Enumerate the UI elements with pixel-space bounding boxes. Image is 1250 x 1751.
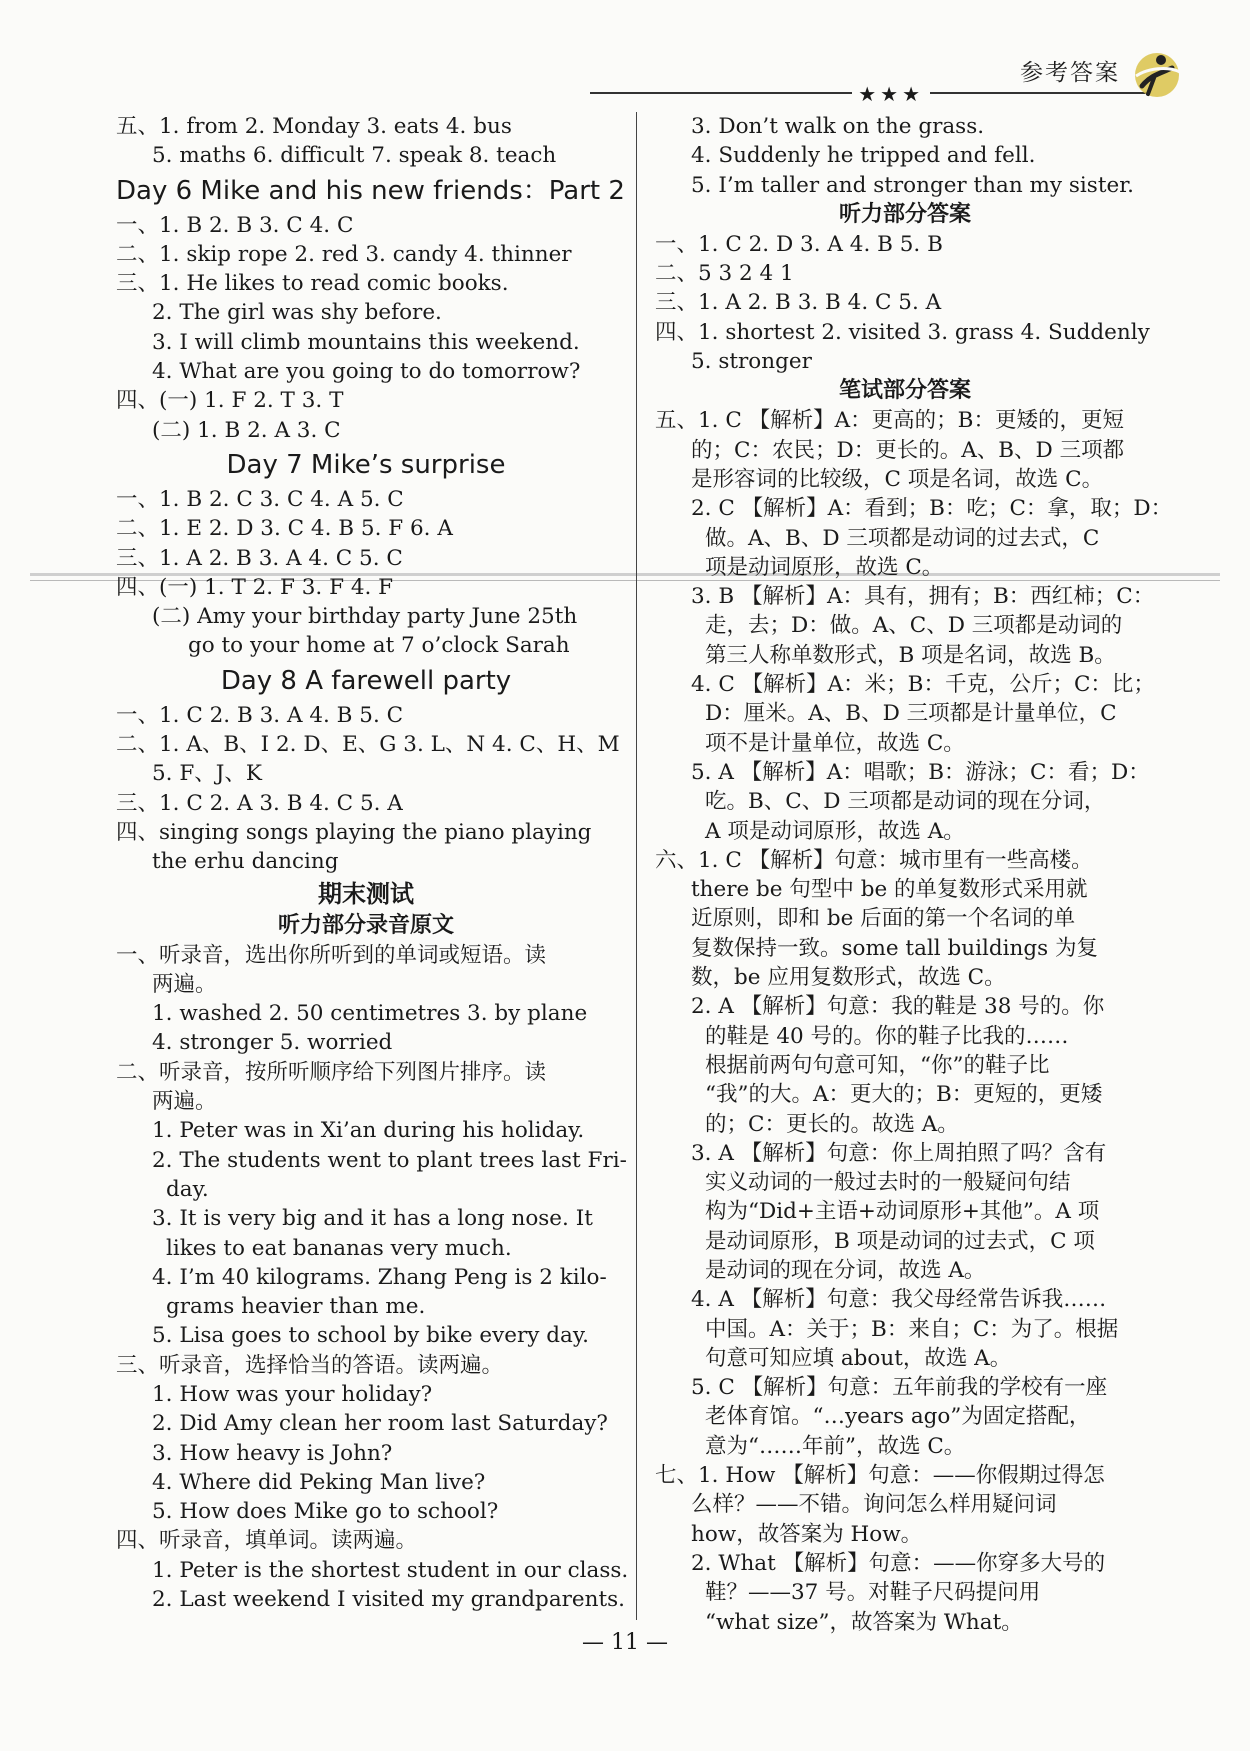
script-line: 3. Don’t walk on the grass.: [691, 114, 985, 139]
day7-title: Day 7 Mike’s surprise: [226, 449, 506, 480]
script-line: 1. How was your holiday?: [152, 1381, 433, 1407]
script-line: 两遍。: [152, 1089, 217, 1115]
answer-line: 四、(一) 1. T 2. F 3. F 4. F: [116, 574, 394, 600]
runner-logo-icon: [1128, 46, 1186, 104]
answer-line: 5. F、J、K: [152, 761, 262, 787]
explanation-line: how，故答案为 How。: [691, 1521, 923, 1547]
explanation-line: 实义动词的一般过去时的一般疑问句结: [705, 1170, 1071, 1196]
page-number: — 11 —: [582, 1630, 668, 1655]
script-line: likes to eat bananas very much.: [166, 1235, 512, 1261]
final-test-title: 期末测试: [318, 879, 414, 908]
explanation-line: 五、1. C 【解析】A：更高的；B：更矮的，更短: [655, 408, 1124, 434]
answer-line: (二) 1. B 2. A 3. C: [152, 417, 341, 443]
explanation-line: 4. A 【解析】句意：我父母经常告诉我……: [691, 1287, 1107, 1313]
answer-line: 5. maths 6. difficult 7. speak 8. teach: [152, 143, 557, 169]
answer-line: 5. stronger: [691, 349, 812, 375]
answer-line: 四、1. shortest 2. visited 3. grass 4. Suddenly: [655, 319, 1150, 345]
answer-line: (二) Amy your birthday party June 25th: [152, 604, 578, 630]
day6-title: Day 6 Mike and his new friends：Part 2: [116, 175, 625, 206]
explanation-line: 做。A、B、D 三项都是动词的过去式，C: [705, 525, 1100, 551]
explanation-line: 3. B 【解析】A：具有，拥有；B：西红柿；C：: [691, 584, 1155, 610]
script-line: 1. Peter was in Xi’an during his holiday.: [152, 1118, 585, 1144]
script-line: 二、听录音，按所听顺序给下列图片排序。读: [116, 1059, 547, 1085]
day8-title: Day 8 A farewell party: [220, 665, 512, 696]
explanation-line: 5. A 【解析】A：唱歌；B：游泳；C：看；D：: [691, 759, 1150, 785]
explanation-line: “what size”，故答案为 What。: [705, 1609, 1023, 1635]
explanation-line: 意为“……年前”，故选 C。: [705, 1433, 966, 1459]
answer-line: 二、1. skip rope 2. red 3. candy 4. thinner: [116, 241, 572, 267]
script-line: 1. washed 2. 50 centimetres 3. by plane: [152, 1001, 588, 1027]
answer-line: 二、5 3 2 4 1: [655, 261, 794, 287]
explanation-line: 的；C：更长的。故选 A。: [705, 1111, 959, 1137]
answer-line: 二、1. E 2. D 3. C 4. B 5. F 6. A: [116, 516, 453, 542]
column-divider: [636, 112, 637, 1620]
explanation-line: 构为“Did+主语+动词原形+其他”。A 项: [705, 1199, 1100, 1225]
right-column: [655, 112, 1173, 1637]
script-line: 1. Peter is the shortest student in our class.: [152, 1557, 629, 1583]
left-column: [116, 112, 629, 1614]
explanation-line: 是形容词的比较级，C 项是名词，故选 C。: [691, 466, 1104, 492]
explanation-line: 么样？——不错。询问怎么样用疑问词: [691, 1492, 1057, 1518]
header-stars: ★★★: [852, 82, 930, 106]
answer-line: 一、1. B 2. B 3. C 4. C: [116, 212, 354, 238]
explanation-line: 2. What 【解析】句意：——你穿多大号的: [691, 1550, 1106, 1576]
script-line: day.: [166, 1176, 209, 1202]
script-line: 四、听录音，填单词。读两遍。: [116, 1528, 418, 1554]
explanation-line: 鞋？——37 号。对鞋子尺码提问用: [705, 1580, 1041, 1606]
explanation-line: 的鞋是 40 号的。你的鞋子比我的……: [705, 1023, 1069, 1049]
explanation-line: 复数保持一致。some tall buildings 为复: [691, 935, 1098, 961]
answer-line: 2. The girl was shy before.: [152, 300, 442, 326]
answer-line: 3. I will climb mountains this weekend.: [152, 329, 580, 355]
script-line: 2. Last weekend I visited my grandparents.: [152, 1587, 625, 1613]
header-title: 参考答案: [1020, 60, 1120, 86]
explanation-line: 近原则，即和 be 后面的第一个名词的单: [691, 906, 1076, 932]
explanation-line: 2. C 【解析】A：看到；B：吃；C：拿，取；D：: [691, 496, 1173, 522]
explanation-line: 4. C 【解析】A：米；B：千克，公斤；C：比；: [691, 672, 1155, 698]
answer-line: 三、1. C 2. A 3. B 4. C 5. A: [116, 790, 403, 816]
listening-script-title: 听力部分录音原文: [277, 912, 454, 938]
explanation-line: 是动词原形，B 项是动词的过去式，C 项: [705, 1228, 1095, 1254]
script-line: 4. Where did Peking Man live?: [152, 1469, 486, 1495]
script-line: 4. Suddenly he tripped and fell.: [691, 143, 1036, 169]
answer-line: 一、1. B 2. C 3. C 4. A 5. C: [116, 486, 404, 512]
explanation-line: 项是动词原形，故选 C。: [705, 554, 944, 580]
script-line: 5. I’m taller and stronger than my sister.: [691, 172, 1134, 198]
explanation-line: 吃。B、C、D 三项都是动词的现在分词，: [705, 789, 1106, 815]
script-line: 2. The students went to plant trees last Fri-: [152, 1147, 627, 1173]
answer-line: 四、(一) 1. F 2. T 3. T: [116, 388, 344, 414]
script-line: 5. Lisa goes to school by bike every day.: [152, 1323, 589, 1349]
explanation-line: A 项是动词原形，故选 A。: [705, 818, 965, 844]
explanation-line: 中国。A：关于；B：来自；C：为了。根据: [705, 1316, 1119, 1342]
answer-line: 一、1. C 2. D 3. A 4. B 5. B: [655, 231, 943, 257]
explanation-line: 的；C：农民；D：更长的。A、B、D 三项都: [691, 437, 1125, 463]
answer-line: 三、1. A 2. B 3. B 4. C 5. A: [655, 290, 942, 316]
script-line: 三、听录音，选择恰当的答语。读两遍。: [116, 1352, 504, 1378]
script-line: 3. It is very big and it has a long nose. It: [152, 1206, 593, 1232]
script-line: 5. How does Mike go to school?: [152, 1499, 499, 1525]
answer-line: go to your home at 7 o’clock Sarah: [188, 633, 570, 659]
answer-line: 二、1. A、B、I 2. D、E、G 3. L、N 4. C、H、M: [116, 732, 620, 758]
explanation-line: 走，去；D：做。A、C、D 三项都是动词的: [705, 613, 1123, 639]
script-line: 4. I’m 40 kilograms. Zhang Peng is 2 kilo-: [152, 1264, 607, 1290]
script-line: 3. How heavy is John?: [152, 1440, 393, 1466]
explanation-line: 第三人称单数形式，B 项是名词，故选 B。: [705, 642, 1116, 668]
answer-line: the erhu dancing: [152, 849, 339, 875]
explanation-line: “我”的大。A：更大的；B：更短的，更矮: [705, 1082, 1103, 1108]
explanation-line: 项不是计量单位，故选 C。: [705, 730, 965, 756]
written-answers-title: 笔试部分答案: [838, 378, 971, 404]
script-line: 一、听录音，选出你所听到的单词或短语。读: [116, 942, 547, 968]
explanation-line: D：厘米。A、B、D 三项都是计量单位，C: [705, 701, 1117, 727]
answer-line: 一、1. C 2. B 3. A 4. B 5. C: [116, 702, 404, 728]
answer-line: 五、1. from 2. Monday 3. eats 4. bus: [116, 114, 512, 139]
answer-line: 4. What are you going to do tomorrow?: [152, 359, 581, 385]
listening-answers-title: 听力部分答案: [838, 201, 971, 227]
script-line: 4. stronger 5. worried: [152, 1030, 393, 1056]
explanation-line: 数，be 应用复数形式，故选 C。: [691, 965, 1006, 991]
explanation-line: 是动词的现在分词，故选 A。: [705, 1257, 986, 1283]
answer-line: 三、1. He likes to read comic books.: [116, 271, 509, 297]
explanation-line: 句意可知应填 about，故选 A。: [705, 1345, 1012, 1371]
answer-line: 三、1. A 2. B 3. A 4. C 5. C: [116, 545, 403, 571]
page-header: [580, 46, 1200, 116]
explanation-line: 2. A 【解析】句意：我的鞋是 38 号的。你: [691, 994, 1105, 1020]
explanation-line: 根据前两句句意可知，“你”的鞋子比: [705, 1052, 1050, 1078]
explanation-line: 3. A 【解析】句意：你上周拍照了吗？含有: [691, 1140, 1107, 1166]
explanation-line: 七、1. How 【解析】句意：——你假期过得怎: [655, 1463, 1105, 1489]
explanation-line: 5. C 【解析】句意：五年前我的学校有一座: [691, 1375, 1108, 1401]
script-line: grams heavier than me.: [166, 1294, 426, 1320]
explanation-line: there be 句型中 be 的单复数形式采用就: [691, 877, 1088, 903]
explanation-line: 六、1. C 【解析】句意：城市里有一些高楼。: [655, 847, 1093, 873]
script-line: 2. Did Amy clean her room last Saturday?: [152, 1411, 608, 1437]
answer-line: 四、singing songs playing the piano playing: [116, 819, 592, 845]
script-line: 两遍。: [152, 971, 217, 997]
explanation-line: 老体育馆。“…years ago”为固定搭配，: [705, 1404, 1091, 1430]
